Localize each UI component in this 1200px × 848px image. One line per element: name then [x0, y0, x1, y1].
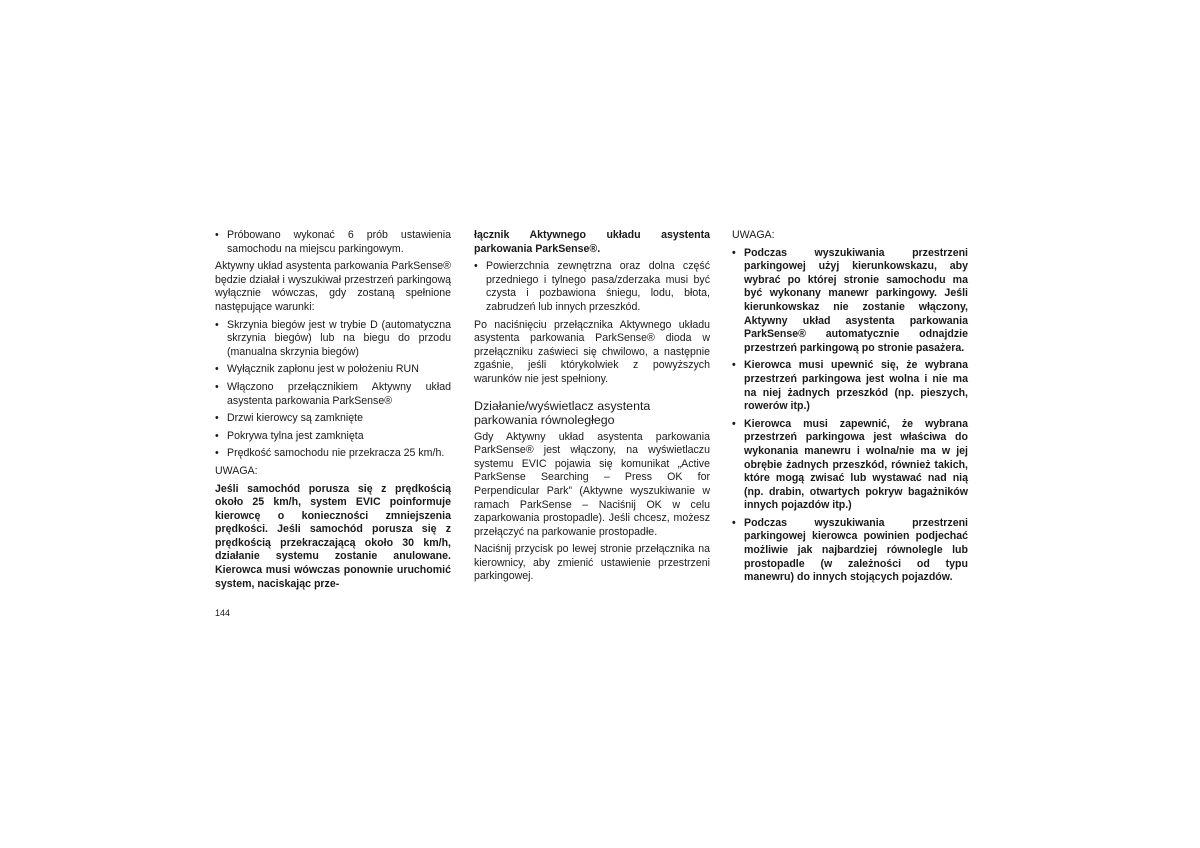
list-item: • Prędkość samochodu nie przekracza 25 km/h. — [215, 447, 445, 460]
column-2 — [474, 229, 710, 588]
note-text: Jeśli samochód porusza się z prędkością około 25 km/h, system EVIC poinformuje kierowcę o konieczności zmniejszenia prędkości. Jeśli samochód porusza się z prędkością przekraczającą około 30 km/h, działanie systemu zostanie anulowane. Kierowca musi wówczas ponownie uruchomić system, naciskając prze- — [215, 482, 451, 590]
list-item: • Podczas wyszukiwania przestrzeni parkingowej użyj kierunkowskazu, aby wybrać po której stronie samochodu ma być wykonany manewr parkingowy. Jeśli kierunkowskaz nie zostanie włączony, Aktywny układ asystenta parkowania ParkSense® automatycznie odnajdzie przestrzeń parkingową po stronie pasażera. — [732, 246, 968, 354]
section-heading: Działanie/wyświetlacz asystenta parkowania równoległego — [474, 398, 651, 427]
page-number: 144 — [215, 608, 231, 618]
note-label: UWAGA: — [215, 464, 258, 477]
bullet-icon: • — [215, 380, 219, 393]
list-item: • Drzwi kierowcy są zamknięte — [215, 412, 363, 425]
bullet-icon: • — [215, 363, 219, 376]
conditions-list — [215, 319, 451, 461]
paragraph: Naciśnij przycisk po lewej stronie przełącznika na kierownicy, aby zmienić ustawienie przestrzeni parkingowej. — [474, 543, 710, 583]
bullet-icon: • — [215, 412, 219, 425]
list-item: • Włączono przełącznikiem Aktywny układ asystenta parkowania ParkSense® — [215, 380, 451, 407]
bullet-icon: • — [732, 246, 736, 259]
list-item: • Pokrywa tylna jest zamknięta — [215, 429, 364, 442]
bullet-icon: • — [732, 516, 736, 529]
list-item: • Skrzynia biegów jest w trybie D (automatyczna skrzynia biegów) lub na biegu do przodu (manualna skrzynia biegów) — [215, 318, 451, 358]
bullet-list-top — [215, 229, 451, 256]
list-item: • Kierowca musi upewnić się, że wybrana przestrzeń parkingowa jest wolna i nie ma na niej żadnych przeszkód (np. pieszych, rowerów itp.) — [732, 359, 968, 413]
list-item: • Podczas wyszukiwania przestrzeni parkingowej kierowca powinien podjechać możliwie jak najbardziej równolegle lub prostopadle (w zależności od typu manewru) do innych stojących pojazdów. — [732, 516, 968, 584]
list-item: • Wyłącznik zapłonu jest w położeniu RUN — [215, 363, 419, 376]
column-3 — [732, 229, 968, 589]
list-item: • Próbowano wykonać 6 prób ustawienia samochodu na miejscu parkingowym. — [215, 229, 451, 255]
note-continuation: łącznik Aktywnego układu asystenta parkowania ParkSense®. — [474, 229, 710, 255]
column-1 — [215, 229, 451, 595]
bullet-icon: • — [215, 429, 219, 442]
paragraph: Po naciśnięciu przełącznika Aktywnego układu asystenta parkowania ParkSense® dioda w przełączniku zaświeci się chwilowo, a następnie zgaśnie, jeśli którykolwiek z powyższych warunków nie jest spełniony. — [474, 318, 710, 385]
list-item: • Powierzchnia zewnętrzna oraz dolna część przedniego i tylnego pasa/zderzaka musi być czysta i pozbawiona śniegu, lodu, błota, zabrudzeń lub innych przeszkód. — [474, 260, 710, 313]
bullet-icon: • — [215, 229, 219, 241]
bullet-list — [474, 260, 710, 314]
list-item: • Kierowca musi zapewnić, że wybrana przestrzeń parkingowa jest właściwa do wykonania manewru i wolna/nie ma w jej obrębie żadnych przeszkód, również takich, które mogą zwisać lub wystawać nad nią (np. drabin, otwartych pokryw bagażników innych pojazdów itp.) — [732, 417, 968, 512]
bullet-icon: • — [474, 260, 478, 273]
bullet-icon: • — [215, 318, 219, 331]
bullet-icon: • — [732, 417, 736, 430]
note-label: UWAGA: — [732, 229, 775, 241]
paragraph: Gdy Aktywny układ asystenta parkowania ParkSense® jest włączony, na wyświetlaczu systemu EVIC pojawia się komunikat „Active ParkSense Searching – Press OK for Perpendicular Park” (Aktywne wyszukiwanie w ramach ParkSense – Naciśnij OK w celu zaparkowania prostopadle). Jeśli chcesz, możesz przełączyć na parkowanie prostopadłe. — [474, 430, 710, 538]
bullet-icon: • — [215, 447, 219, 460]
intro-paragraph: Aktywny układ asystenta parkowania ParkSense® będzie działał i wyszukiwał przestrzeń parkingową wyłącznie wówczas, gdy zostaną spełnione następujące warunki: — [215, 260, 451, 313]
bullet-icon: • — [732, 359, 736, 372]
note-list — [732, 247, 968, 585]
